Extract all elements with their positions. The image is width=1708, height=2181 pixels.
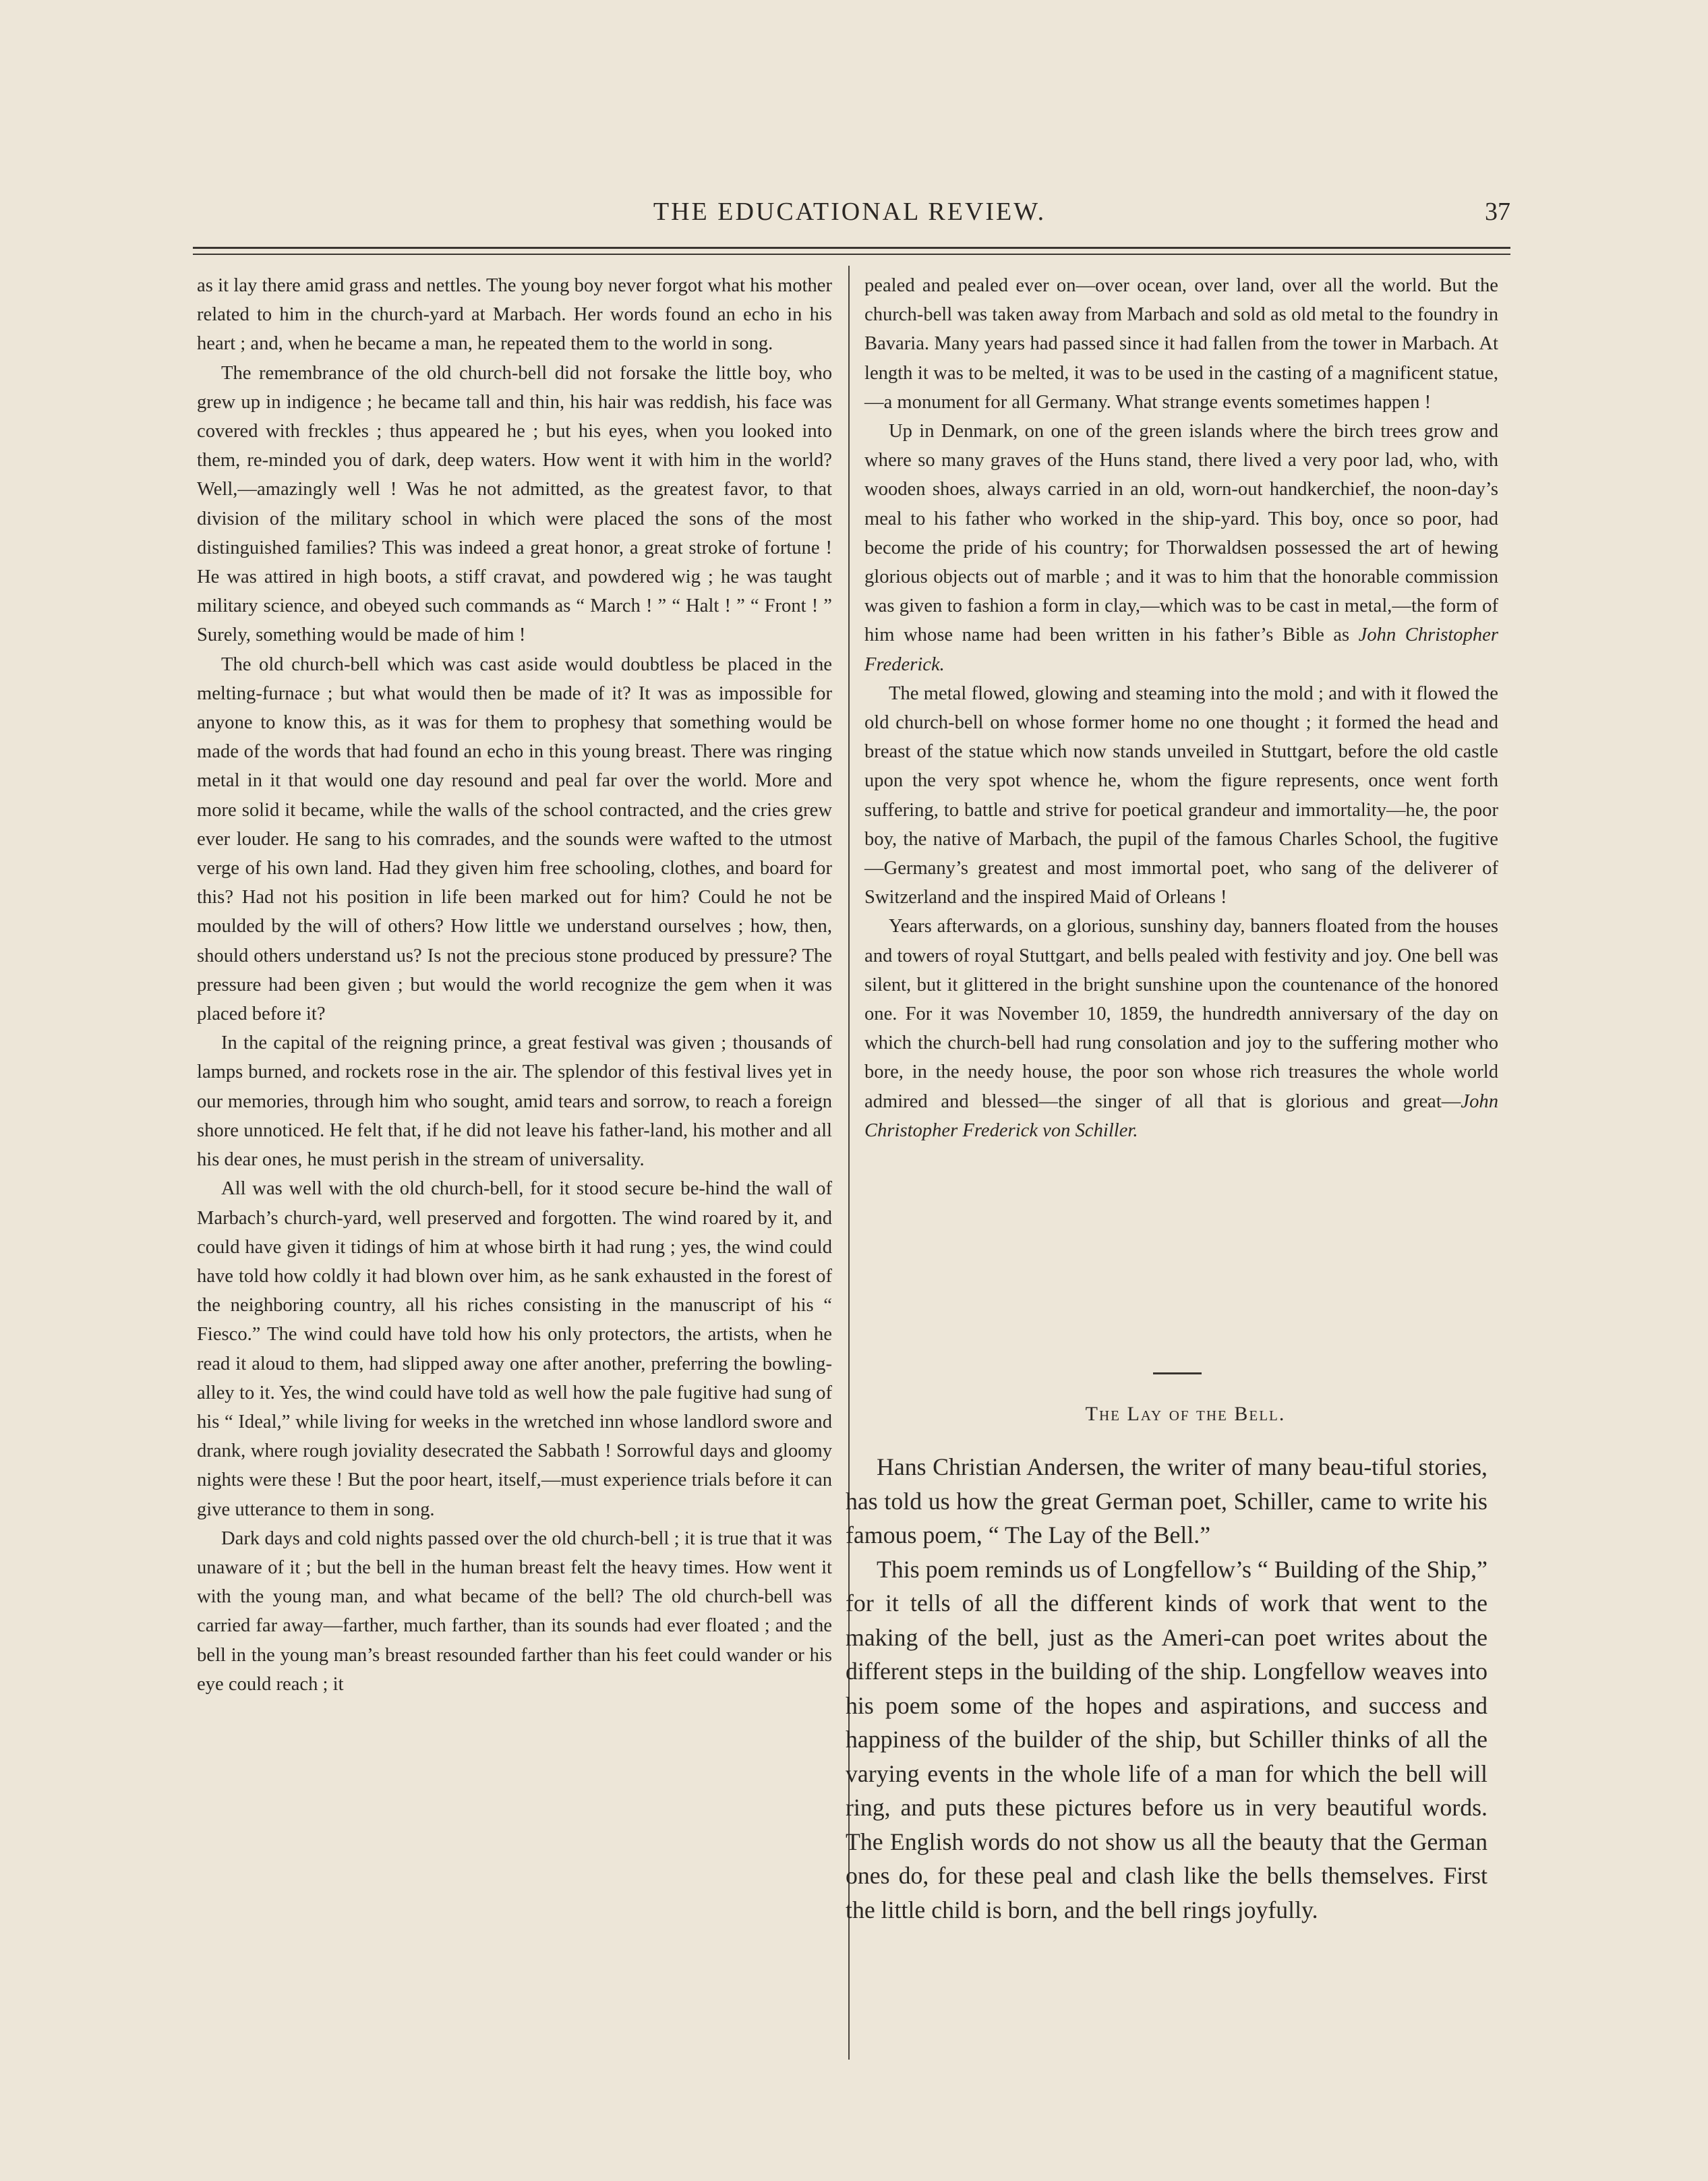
paragraph: In the capital of the reigning prince, a great festival was given ; thousands of lamps burned, and rockets rose in the air. The splendor of this festival lives yet in our memories, through him who sought, amid tears and sorrow, to reach a foreign shore unnoticed. He felt that, if he did not leave his father-land, his mother and all his dear ones, he must perish in the stream of universality. [197,1033,832,1171]
running-header [189,197,1510,237]
header-rule-bottom [193,254,1510,255]
section-body [846,1450,1488,1927]
paragraph: The remembrance of the old church-bell did not forsake the little boy, who grew up in indigence ; he became tall and thin, his hair was reddish, his face was covered with freckles ; thus appeared he ; but his eyes, when you looked into them, re-minded you of dark, deep waters. How went it with him in the world? Well,—amazingly well ! Was he not admitted, as the greatest favor, to that division of the military school in which were placed the sons of the most distinguished families? This was indeed a great honor, a great stroke of fortune ! He was attired in high boots, a stiff cravat, and powdered wig ; he was taught military science, and obeyed such commands as “ March ! ” “ Halt ! ” “ Front ! ” Surely, something would be made of him ! [197,362,832,646]
paragraph: Hans Christian Andersen, the writer of many beau-tiful stories, has told us how the great German poet, Schiller, came to write his famous poem, “ The Lay of the Bell.” [846,1453,1488,1548]
paragraph: All was well with the old church-bell, for it stood secure be-hind the wall of Marbach’s church-yard, well preserved and forgotten. The wind roared by it, and could have given it tidings of him at whose birth it had rung ; yes, the wind could have told how coldly it had blown over him, as he sank exhausted in the forest of the neighboring country, all his riches consisting in the manuscript of his “ Fiesco.” The wind could have told how his only protectors, the artists, when he read it aloud to them, had slipped away one after another, preferring the bowling-alley to it. Yes, the wind could have told as well how the pale fugitive had sung of his “ Ideal,” while living for weeks in the wretched inn whose landlord swore and drank, where rough joviality desecrated the Sabbath ! Sorrowful days and gloomy nights were these ! But the poor heart, itself,—must experience trials before it can give utterance to them in song. [197,1178,832,1520]
paragraph [864,912,1498,1145]
italic-name: John Christopher Frederick. [864,624,1498,675]
journal-title: THE EDUCATIONAL REVIEW. [653,198,1047,226]
italic-name: John Christopher Frederick von Schiller. [864,1090,1498,1141]
paragraph: The old church-bell which was cast aside would doubtless be placed in the melting-furnace ; but what would then be made of it? It was as impossible for anyone to know this, as it was for them to prophesy that something would be made of the words that had found an echo in this young breast. There was ringing metal in it that would one day resound and peal far over the world. More and more solid it became, while the walls of the school contracted, and the cries grew ever louder. He sang to his comrades, and the sounds were wafted to the utmost verge of his own land. Had they given him free schooling, clothes, and board for this? Had not his position in life been marked out for him? Could he not be moulded by the will of others? How little we understand ourselves ; how, then, should others understand us? Is not the precious stone produced by pressure? The pressure had been given ; but would the world recognize the gem when it was placed before it? [197,653,832,1025]
section-separator [1153,1372,1202,1374]
paragraph-text: Up in Denmark, on one of the green islands where the birch trees grow and where so many graves of the Huns stand, there lived a very poor lad, who, with wooden shoes, always carried in an old, worn-out handkerchief, the noon-day’s meal to his father who worked in the ship-yard. This boy, once so poor, had become the pride of his country; for Thorwaldsen possessed the art of hewing glorious objects out of marble ; and it was to him that the honorable commission was given to fashion a form in clay,—which was to be cast in metal,—the form of him whose name had been written in his father’s Bible as [864,421,1498,646]
paragraph: as it lay there amid grass and nettles. The young boy never forgot what his mother related to him in the church-yard at Marbach. Her words found an echo in his heart ; and, when he became a man, he repeated them to the world in song. [197,275,832,355]
paragraph-text: Years afterwards, on a glorious, sunshiny day, banners floated from the houses and towers of royal Stuttgart, and bells pealed with festivity and joy. One bell was silent, but it glittered in the bright sunshine upon the countenance of the honored one. For it was November 10, 1859, the hundredth anniversary of the day on which the church-bell had rung consolation and joy to the suffering mother who bore, in the needy house, the poor son whose rich treasures the whole world admired and blessed—the singer of all that is glorious and great— [864,916,1498,1112]
paragraph: This poem reminds us of Longfellow’s “ Building of the Ship,” for it tells of all the different kinds of work that went to the making of the bell, just as the Ameri-can poet writes about the different steps in the building of the ship. Longfellow weaves into his poem some of the hopes and aspirations, and success and happiness of the builder of the ship, but Schiller thinks of all the varying events in the whole life of a man for which the bell will ring, and puts these pictures before us in very beautiful words. The English words do not show us all the beauty that the German ones do, for these peal and clash like the bells themselves. First the little child is born, and the bell rings joyfully. [846,1555,1488,1923]
right-column [864,271,1498,1145]
section-heading: The Lay of the Bell. [1085,1403,1286,1425]
paragraph: The metal flowed, glowing and steaming into the mold ; and with it flowed the old church-bell on whose former home no one thought ; it formed the head and breast of the statue which now stands unveiled in Stuttgart, before the old castle upon the very spot whence he, whom the figure represents, once went forth suffering, to battle and strive for poetical grandeur and immortality—he, the poor boy, the native of Marbach, the pupil of the famous Charles School, the fugitive—Germany’s greatest and most immortal poet, who sang of the deliverer of Switzerland and the inspired Maid of Orleans ! [864,682,1498,908]
left-column [197,271,832,1699]
paragraph: Dark days and cold nights passed over the old church-bell ; it is true that it was unaware of it ; but the bell in the human breast felt the heavy times. How went it with the young man, and what became of the bell? The old church-bell was carried far away—farther, much farther, than its sounds had ever floated ; and the bell in the young man’s breast resounded farther than his feet could wander or his eye could reach ; it [197,1528,832,1695]
paragraph [864,417,1498,679]
page-number: 37 [1485,198,1510,226]
header-rule-top [193,247,1510,249]
paragraph: pealed and pealed ever on—over ocean, over land, over all the world. But the church-bell was taken away from Marbach and sold as old metal to the foundry in Bavaria. Many years had passed since it had fallen from the tower in Marbach. At length it was to be melted, it was to be used in the casting of a magnificent statue,—a monument for all Germany. What strange events sometimes happen ! [864,275,1498,413]
